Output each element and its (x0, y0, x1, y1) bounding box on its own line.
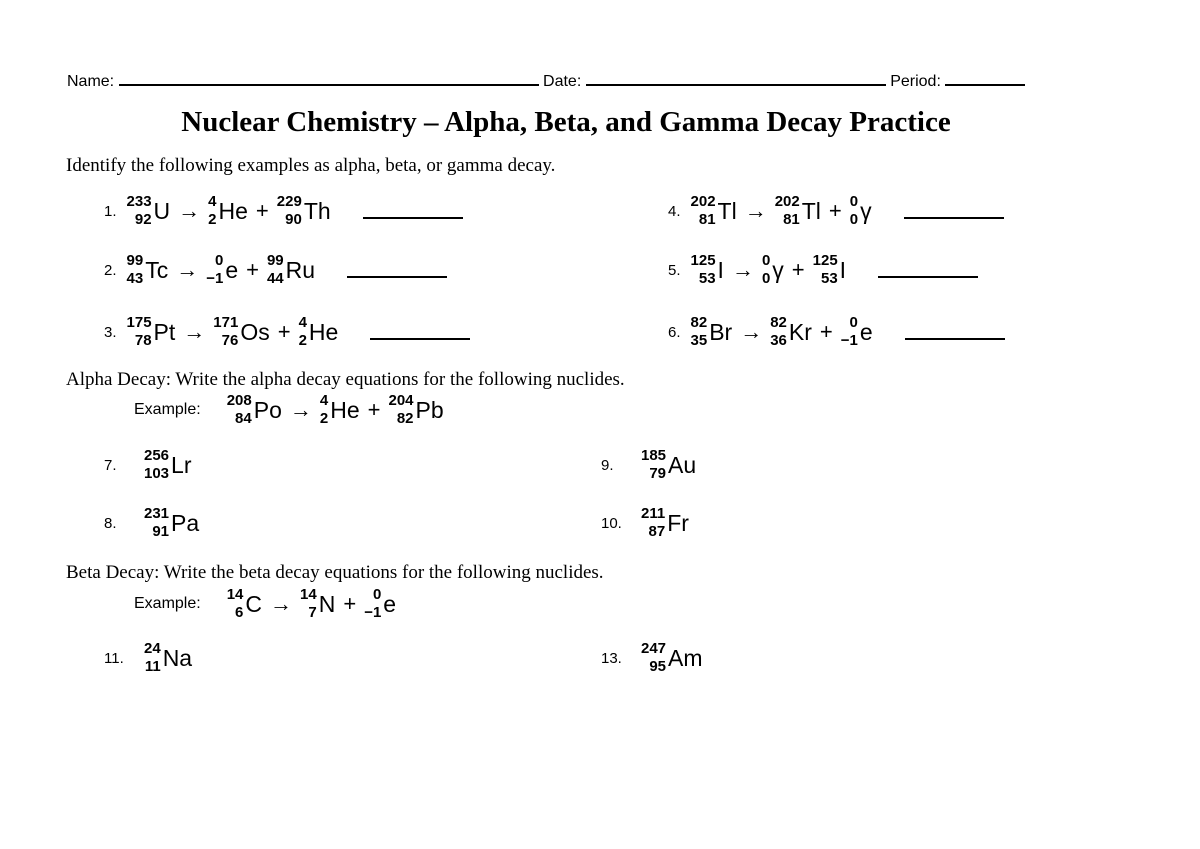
nuclide (841, 314, 873, 350)
mass-number: 82 (770, 314, 787, 331)
element-symbol: N (318, 590, 336, 617)
item-number: 3. (104, 323, 117, 341)
mass-atomic-numbers (267, 252, 284, 288)
mass-number: 4 (208, 193, 217, 210)
element-symbol: He (308, 318, 339, 345)
mass-atomic-numbers (227, 586, 244, 622)
mass-atomic-numbers (127, 252, 144, 288)
plus-sign: + (828, 198, 842, 223)
plus-sign: + (819, 319, 833, 344)
nuclide (144, 640, 192, 676)
nuclide (691, 314, 733, 350)
atomic-number: 92 (134, 211, 152, 228)
mass-number: 185 (641, 447, 667, 464)
nuclide (300, 586, 335, 622)
item-number: 10. (601, 514, 622, 532)
nuclide (813, 252, 846, 288)
identify-item-6 (668, 314, 1005, 350)
arrow-icon: → (270, 591, 293, 616)
mass-atomic-numbers (691, 314, 708, 350)
item-number: 8. (104, 514, 117, 532)
element-symbol: Pa (171, 509, 200, 536)
identify-item-4 (668, 193, 1004, 229)
alpha-example-equation (227, 392, 444, 428)
atomic-number: 2 (298, 332, 307, 349)
mass-atomic-numbers (144, 447, 169, 483)
mass-number: 0 (849, 193, 859, 210)
mass-atomic-numbers (841, 314, 858, 350)
arrow-icon: → (744, 198, 767, 223)
mass-atomic-numbers (144, 640, 161, 676)
atomic-number: 44 (266, 270, 284, 287)
plus-sign: + (367, 397, 381, 422)
element-symbol: Na (162, 644, 193, 671)
mass-number: 14 (226, 586, 244, 603)
mass-atomic-numbers (641, 505, 665, 541)
atomic-number: 2 (319, 410, 329, 427)
mass-atomic-numbers (691, 193, 716, 229)
plus-sign: + (277, 319, 291, 344)
atomic-number: 76 (221, 332, 239, 349)
mass-number: 256 (144, 447, 170, 464)
mass-atomic-numbers (850, 193, 858, 229)
beta-example (134, 586, 396, 622)
mass-atomic-numbers (299, 314, 307, 350)
atomic-number: 7 (308, 604, 317, 621)
nuclide (227, 586, 262, 622)
element-symbol: Po (253, 396, 282, 423)
mass-number: 24 (144, 640, 161, 657)
arrow-icon: → (740, 319, 763, 344)
plus-sign: + (343, 591, 357, 616)
mass-number: 125 (812, 252, 838, 269)
element-symbol: Pt (153, 318, 176, 345)
answer-blank[interactable] (370, 318, 470, 340)
mass-atomic-numbers (388, 392, 413, 428)
mass-atomic-numbers (320, 392, 328, 428)
header-fields (67, 70, 1025, 91)
nuclide (144, 447, 191, 483)
mass-number: 0 (372, 586, 382, 603)
nuclide (213, 314, 269, 350)
mass-number: 247 (641, 640, 667, 657)
answer-blank[interactable] (905, 318, 1005, 340)
mass-atomic-numbers (213, 314, 238, 350)
element-symbol: e (225, 256, 239, 283)
element-symbol: I (839, 256, 847, 283)
atomic-number: 79 (649, 465, 667, 482)
mass-number: 231 (144, 505, 170, 522)
element-symbol: Fr (667, 509, 689, 536)
element-symbol: Pb (415, 396, 444, 423)
item-number: 5. (668, 261, 681, 279)
beta-item-13 (601, 640, 703, 676)
element-symbol: γ (860, 197, 872, 224)
answer-blank[interactable] (363, 197, 463, 219)
identify-instructions: Identify the following examples as alpha, beta, or gamma decay. (66, 155, 556, 176)
period-label: Period: (890, 73, 941, 90)
mass-number: 82 (690, 314, 708, 331)
atomic-number: 35 (690, 332, 708, 349)
nuclide (127, 252, 169, 288)
element-symbol: C (245, 590, 263, 617)
nuclide (691, 252, 724, 288)
mass-atomic-numbers (775, 193, 800, 229)
element-symbol: Th (303, 197, 331, 224)
nuclide (277, 193, 331, 229)
item-number: 13. (601, 649, 622, 667)
name-label: Name: (67, 73, 115, 90)
name-field[interactable] (119, 70, 539, 86)
element-symbol: Tc (145, 256, 169, 283)
nuclide (127, 193, 171, 229)
mass-atomic-numbers (127, 314, 152, 350)
arrow-icon: → (178, 198, 201, 223)
nuclide (299, 314, 339, 350)
date-field[interactable] (586, 70, 886, 86)
item-number: 6. (668, 323, 681, 341)
beta-item-11 (104, 640, 192, 676)
atomic-number: 81 (783, 211, 800, 228)
mass-atomic-numbers (300, 586, 317, 622)
element-symbol: Ru (285, 256, 316, 283)
arrow-icon: → (183, 319, 206, 344)
nuclide (227, 392, 282, 428)
mass-atomic-numbers (813, 252, 838, 288)
alpha-example-label: Example: (134, 401, 201, 418)
element-symbol: Tl (801, 197, 821, 224)
nuclide (641, 640, 703, 676)
nuclide (206, 252, 238, 288)
nuclide (267, 252, 315, 288)
element-symbol: γ (772, 256, 784, 283)
nuclide (388, 392, 443, 428)
period-field[interactable] (945, 70, 1025, 86)
mass-number: 0 (849, 314, 858, 331)
mass-number: 4 (298, 314, 307, 331)
mass-number: 0 (761, 252, 771, 269)
mass-number: 99 (126, 252, 144, 269)
arrow-icon: → (176, 257, 199, 282)
mass-atomic-numbers (770, 314, 787, 350)
element-symbol: Tl (717, 197, 737, 224)
nuclide (208, 193, 248, 229)
atomic-number: −1 (206, 270, 224, 287)
atomic-number: 87 (648, 523, 666, 540)
mass-number: 202 (774, 193, 800, 210)
identify-item-2 (104, 252, 447, 288)
nuclide (127, 314, 176, 350)
mass-number: 229 (276, 193, 302, 210)
mass-number: 99 (266, 252, 284, 269)
arrow-icon: → (289, 397, 312, 422)
mass-atomic-numbers (144, 505, 169, 541)
item-number: 11. (104, 649, 124, 667)
atomic-number: 0 (849, 211, 859, 228)
element-symbol: Lr (171, 451, 192, 478)
alpha-item-8 (104, 505, 199, 541)
mass-atomic-numbers (277, 193, 302, 229)
element-symbol: U (153, 197, 171, 224)
atomic-number: 82 (396, 410, 414, 427)
item-number: 2. (104, 261, 117, 279)
mass-atomic-numbers (208, 193, 216, 229)
nuclide (850, 193, 872, 229)
atomic-number: 0 (761, 270, 771, 287)
mass-atomic-numbers (127, 193, 152, 229)
mass-number: 211 (641, 505, 666, 522)
identify-item-5 (668, 252, 978, 288)
answer-blank[interactable] (347, 256, 447, 278)
nuclide (364, 586, 396, 622)
element-symbol: Au (668, 451, 697, 478)
element-symbol: He (218, 197, 248, 224)
mass-atomic-numbers (206, 252, 223, 288)
element-symbol: e (859, 318, 873, 345)
atomic-number: 36 (770, 332, 787, 349)
nuclide (691, 193, 737, 229)
nuclide (144, 505, 199, 541)
element-symbol: Kr (788, 318, 812, 345)
atomic-number: 81 (698, 211, 716, 228)
mass-number: 204 (388, 392, 414, 409)
date-label: Date: (543, 73, 582, 90)
plus-sign: + (255, 198, 269, 223)
alpha-item-9 (601, 447, 696, 483)
alpha-item-10 (601, 505, 689, 541)
mass-atomic-numbers (227, 392, 252, 428)
mass-number: 0 (214, 252, 224, 269)
atomic-number: 53 (820, 270, 838, 287)
identify-item-3 (104, 314, 470, 350)
mass-atomic-numbers (641, 447, 666, 483)
mass-number: 233 (126, 193, 152, 210)
atomic-number: 43 (126, 270, 144, 287)
atomic-number: 78 (134, 332, 152, 349)
alpha-instructions: Alpha Decay: Write the alpha decay equations for the following nuclides. (66, 369, 625, 390)
atomic-number: 91 (152, 523, 170, 540)
nuclide (775, 193, 821, 229)
item-number: 9. (601, 456, 614, 474)
mass-number: 4 (319, 392, 329, 409)
mass-atomic-numbers (364, 586, 381, 622)
atomic-number: 90 (285, 211, 302, 228)
nuclide (762, 252, 784, 288)
beta-instructions: Beta Decay: Write the beta decay equations for the following nuclides. (66, 562, 604, 583)
nuclide (641, 505, 689, 541)
identify-item-1 (104, 193, 463, 229)
element-symbol: He (330, 396, 360, 423)
answer-blank[interactable] (878, 256, 978, 278)
mass-atomic-numbers (762, 252, 770, 288)
beta-example-equation (227, 586, 396, 622)
plus-sign: + (246, 257, 259, 282)
atomic-number: 6 (235, 604, 244, 621)
mass-number: 202 (690, 193, 716, 210)
element-symbol: Os (240, 318, 270, 345)
mass-atomic-numbers (691, 252, 716, 288)
mass-atomic-numbers (641, 640, 666, 676)
atomic-number: 84 (235, 410, 252, 427)
beta-example-label: Example: (134, 595, 201, 612)
atomic-number: 95 (649, 658, 667, 675)
element-symbol: Am (668, 644, 703, 671)
mass-number: 14 (300, 586, 317, 603)
item-number: 1. (104, 202, 117, 220)
nuclide (641, 447, 696, 483)
arrow-icon: → (731, 257, 754, 282)
answer-blank[interactable] (904, 197, 1004, 219)
element-symbol: e (383, 590, 397, 617)
nuclide (320, 392, 360, 428)
item-number: 4. (668, 202, 681, 220)
page-title: Nuclear Chemistry – Alpha, Beta, and Gamma Decay Practice (181, 106, 951, 138)
atomic-number: 103 (144, 465, 170, 482)
atomic-number: −1 (364, 604, 382, 621)
element-symbol: Br (709, 318, 733, 345)
atomic-number: 11 (144, 658, 161, 675)
atomic-number: 2 (208, 211, 217, 228)
plus-sign: + (791, 257, 805, 282)
mass-number: 125 (690, 252, 716, 269)
mass-number: 208 (226, 392, 252, 409)
atomic-number: 53 (698, 270, 716, 287)
alpha-item-7 (104, 447, 191, 483)
alpha-example (134, 392, 444, 428)
atomic-number: −1 (840, 332, 858, 349)
mass-number: 171 (213, 314, 239, 331)
element-symbol: I (717, 256, 724, 283)
nuclide (770, 314, 812, 350)
item-number: 7. (104, 456, 117, 474)
mass-number: 175 (126, 314, 152, 331)
